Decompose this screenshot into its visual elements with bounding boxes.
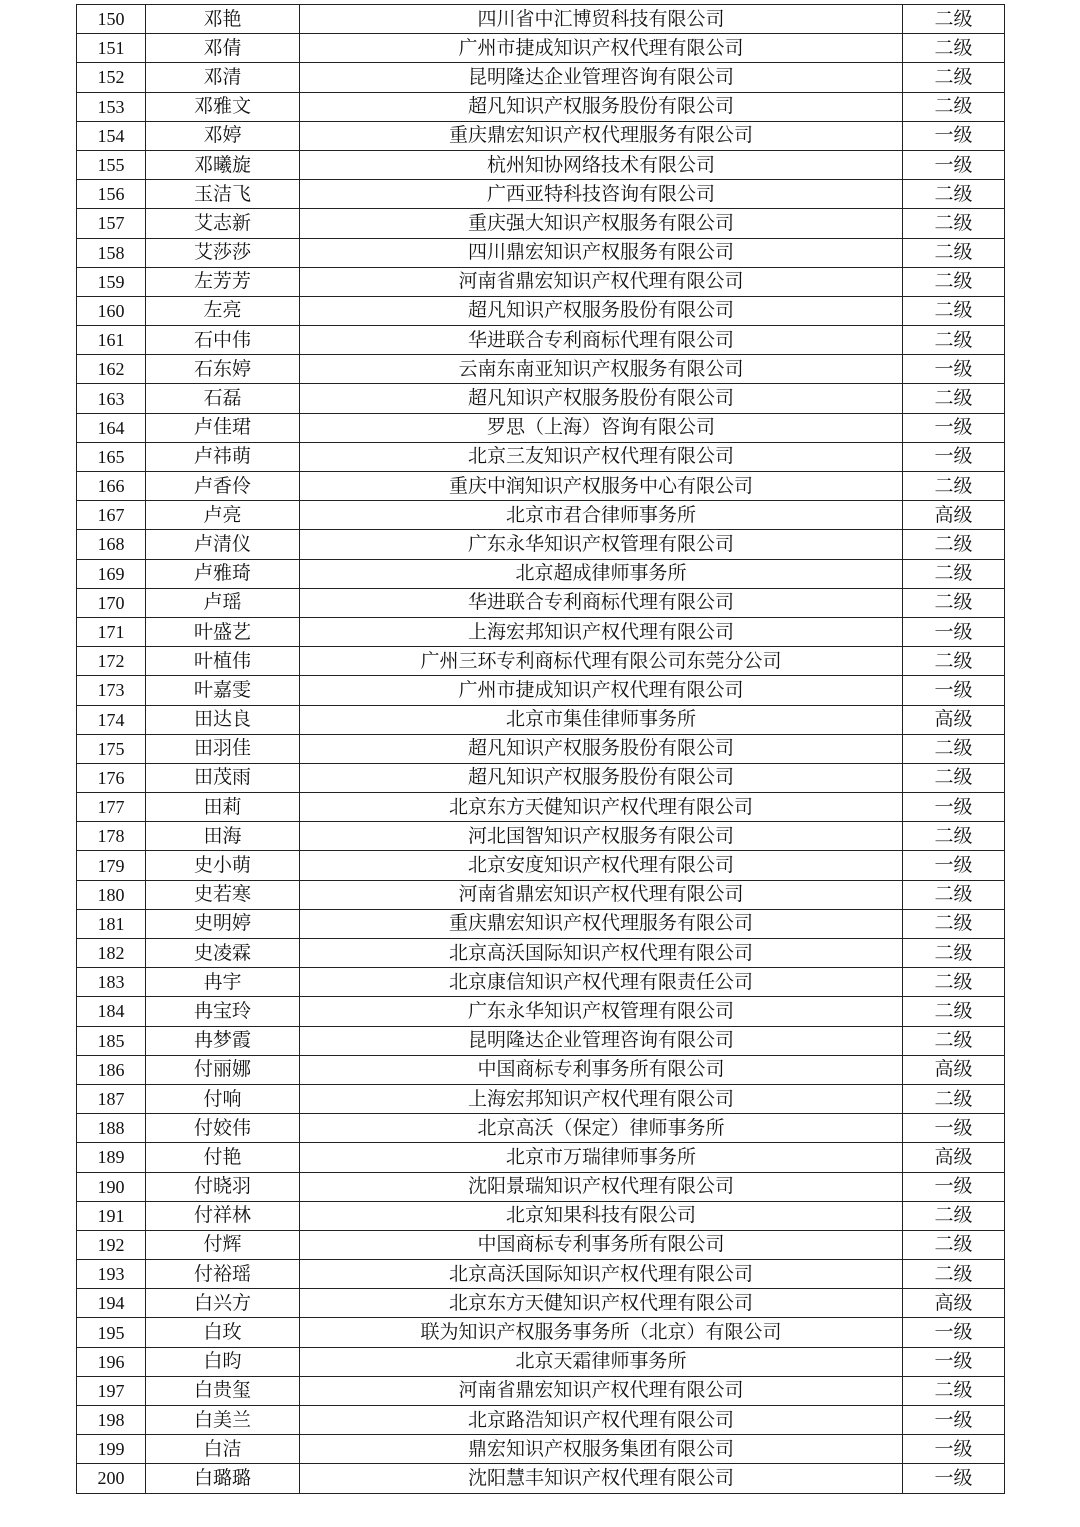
level-cell: 二级 — [903, 909, 1005, 938]
row-number-cell: 175 — [77, 734, 146, 763]
level-cell: 二级 — [903, 1084, 1005, 1113]
person-name-cell: 付丽娜 — [146, 1055, 300, 1084]
level-cell: 一级 — [903, 1406, 1005, 1435]
table-row — [77, 92, 1005, 121]
row-number-cell: 167 — [77, 501, 146, 530]
organization-cell: 云南东南亚知识产权服务有限公司 — [300, 355, 903, 384]
person-name-cell: 田莉 — [146, 793, 300, 822]
level-cell: 二级 — [903, 939, 1005, 968]
table-row — [77, 238, 1005, 267]
person-name-cell: 白兴方 — [146, 1289, 300, 1318]
organization-cell: 北京康信知识产权代理有限责任公司 — [300, 968, 903, 997]
organization-cell: 中国商标专利事务所有限公司 — [300, 1055, 903, 1084]
table-row — [77, 1230, 1005, 1259]
row-number-cell: 197 — [77, 1376, 146, 1405]
level-cell: 二级 — [903, 1230, 1005, 1259]
organization-cell: 超凡知识产权服务股份有限公司 — [300, 92, 903, 121]
level-cell: 二级 — [903, 880, 1005, 909]
organization-cell: 超凡知识产权服务股份有限公司 — [300, 763, 903, 792]
row-number-cell: 170 — [77, 588, 146, 617]
table-row — [77, 180, 1005, 209]
person-name-cell: 石东婷 — [146, 355, 300, 384]
table-row — [77, 1143, 1005, 1172]
row-number-cell: 164 — [77, 413, 146, 442]
table-row — [77, 705, 1005, 734]
person-name-cell: 邓婷 — [146, 121, 300, 150]
row-number-cell: 176 — [77, 763, 146, 792]
row-number-cell: 158 — [77, 238, 146, 267]
organization-cell: 北京安度知识产权代理有限公司 — [300, 851, 903, 880]
person-name-cell: 邓清 — [146, 63, 300, 92]
person-name-cell: 田海 — [146, 822, 300, 851]
organization-cell: 广州市捷成知识产权代理有限公司 — [300, 676, 903, 705]
person-name-cell: 白贵玺 — [146, 1376, 300, 1405]
level-cell: 二级 — [903, 92, 1005, 121]
table-row — [77, 413, 1005, 442]
row-number-cell: 173 — [77, 676, 146, 705]
row-number-cell: 185 — [77, 1026, 146, 1055]
person-name-cell: 白洁 — [146, 1435, 300, 1464]
organization-cell: 杭州知协网络技术有限公司 — [300, 150, 903, 179]
level-cell: 二级 — [903, 472, 1005, 501]
level-cell: 二级 — [903, 326, 1005, 355]
row-number-cell: 160 — [77, 296, 146, 325]
level-cell: 一级 — [903, 1464, 1005, 1493]
level-cell: 二级 — [903, 238, 1005, 267]
person-name-cell: 田茂雨 — [146, 763, 300, 792]
table-row — [77, 1055, 1005, 1084]
organization-cell: 广西亚特科技咨询有限公司 — [300, 180, 903, 209]
table-row — [77, 384, 1005, 413]
table-row — [77, 997, 1005, 1026]
organization-cell: 四川省中汇博贸科技有限公司 — [300, 5, 903, 34]
person-name-cell: 白美兰 — [146, 1406, 300, 1435]
person-name-cell: 卢香伶 — [146, 472, 300, 501]
table-row — [77, 1406, 1005, 1435]
organization-cell: 北京高沃（保定）律师事务所 — [300, 1114, 903, 1143]
person-name-cell: 石中伟 — [146, 326, 300, 355]
row-number-cell: 162 — [77, 355, 146, 384]
table-row — [77, 5, 1005, 34]
level-cell: 二级 — [903, 1376, 1005, 1405]
organization-cell: 昆明隆达企业管理咨询有限公司 — [300, 1026, 903, 1055]
person-name-cell: 白玫 — [146, 1318, 300, 1347]
organization-cell: 北京市集佳律师事务所 — [300, 705, 903, 734]
organization-cell: 河南省鼎宏知识产权代理有限公司 — [300, 880, 903, 909]
row-number-cell: 199 — [77, 1435, 146, 1464]
organization-cell: 重庆鼎宏知识产权代理服务有限公司 — [300, 909, 903, 938]
organization-cell: 北京超成律师事务所 — [300, 559, 903, 588]
table-row — [77, 617, 1005, 646]
level-cell: 一级 — [903, 1435, 1005, 1464]
level-cell: 二级 — [903, 530, 1005, 559]
table-row — [77, 1114, 1005, 1143]
organization-cell: 罗思（上海）咨询有限公司 — [300, 413, 903, 442]
organization-cell: 超凡知识产权服务股份有限公司 — [300, 296, 903, 325]
person-name-cell: 叶嘉雯 — [146, 676, 300, 705]
level-cell: 一级 — [903, 121, 1005, 150]
organization-cell: 北京知果科技有限公司 — [300, 1201, 903, 1230]
row-number-cell: 153 — [77, 92, 146, 121]
row-number-cell: 200 — [77, 1464, 146, 1493]
organization-cell: 联为知识产权服务事务所（北京）有限公司 — [300, 1318, 903, 1347]
table-row — [77, 1464, 1005, 1493]
table-row — [77, 296, 1005, 325]
level-cell: 二级 — [903, 763, 1005, 792]
level-cell: 一级 — [903, 793, 1005, 822]
table-row — [77, 1435, 1005, 1464]
row-number-cell: 182 — [77, 939, 146, 968]
person-name-cell: 邓雅文 — [146, 92, 300, 121]
level-cell: 二级 — [903, 997, 1005, 1026]
row-number-cell: 184 — [77, 997, 146, 1026]
table-row — [77, 851, 1005, 880]
person-name-cell: 卢清仪 — [146, 530, 300, 559]
person-name-cell: 付辉 — [146, 1230, 300, 1259]
row-number-cell: 163 — [77, 384, 146, 413]
table-row — [77, 647, 1005, 676]
level-cell: 一级 — [903, 676, 1005, 705]
person-name-cell: 付祥林 — [146, 1201, 300, 1230]
level-cell: 二级 — [903, 209, 1005, 238]
row-number-cell: 174 — [77, 705, 146, 734]
level-cell: 一级 — [903, 413, 1005, 442]
row-number-cell: 195 — [77, 1318, 146, 1347]
organization-cell: 北京市万瑞律师事务所 — [300, 1143, 903, 1172]
row-number-cell: 165 — [77, 442, 146, 471]
organization-cell: 河南省鼎宏知识产权代理有限公司 — [300, 1376, 903, 1405]
table-row — [77, 763, 1005, 792]
table-row — [77, 909, 1005, 938]
person-name-cell: 叶盛艺 — [146, 617, 300, 646]
organization-cell: 昆明隆达企业管理咨询有限公司 — [300, 63, 903, 92]
person-name-cell: 卢亮 — [146, 501, 300, 530]
organization-cell: 北京东方天健知识产权代理有限公司 — [300, 793, 903, 822]
row-number-cell: 151 — [77, 34, 146, 63]
person-name-cell: 艾志新 — [146, 209, 300, 238]
level-cell: 二级 — [903, 822, 1005, 851]
person-name-cell: 艾莎莎 — [146, 238, 300, 267]
table-row — [77, 734, 1005, 763]
table-row — [77, 1172, 1005, 1201]
row-number-cell: 159 — [77, 267, 146, 296]
person-name-cell: 付艳 — [146, 1143, 300, 1172]
level-cell: 一级 — [903, 1114, 1005, 1143]
table-row — [77, 676, 1005, 705]
table-row — [77, 1084, 1005, 1113]
row-number-cell: 177 — [77, 793, 146, 822]
table-row — [77, 267, 1005, 296]
row-number-cell: 152 — [77, 63, 146, 92]
level-cell: 一级 — [903, 1318, 1005, 1347]
person-name-cell: 左芳芳 — [146, 267, 300, 296]
level-cell: 二级 — [903, 267, 1005, 296]
organization-cell: 广东永华知识产权管理有限公司 — [300, 997, 903, 1026]
organization-cell: 华进联合专利商标代理有限公司 — [300, 326, 903, 355]
person-name-cell: 史明婷 — [146, 909, 300, 938]
level-cell: 高级 — [903, 1289, 1005, 1318]
organization-cell: 鼎宏知识产权服务集团有限公司 — [300, 1435, 903, 1464]
organization-cell: 上海宏邦知识产权代理有限公司 — [300, 1084, 903, 1113]
person-name-cell: 付响 — [146, 1084, 300, 1113]
organization-cell: 北京东方天健知识产权代理有限公司 — [300, 1289, 903, 1318]
table-row — [77, 121, 1005, 150]
row-number-cell: 187 — [77, 1084, 146, 1113]
row-number-cell: 189 — [77, 1143, 146, 1172]
level-cell: 二级 — [903, 180, 1005, 209]
level-cell: 一级 — [903, 617, 1005, 646]
level-cell: 一级 — [903, 442, 1005, 471]
row-number-cell: 196 — [77, 1347, 146, 1376]
person-name-cell: 付晓羽 — [146, 1172, 300, 1201]
organization-cell: 广州市捷成知识产权代理有限公司 — [300, 34, 903, 63]
table-row — [77, 880, 1005, 909]
level-cell: 高级 — [903, 1055, 1005, 1084]
organization-cell: 北京路浩知识产权代理有限公司 — [300, 1406, 903, 1435]
table-row — [77, 472, 1005, 501]
table-row — [77, 588, 1005, 617]
organization-cell: 北京高沃国际知识产权代理有限公司 — [300, 939, 903, 968]
person-name-cell: 史若寒 — [146, 880, 300, 909]
table-row — [77, 822, 1005, 851]
row-number-cell: 180 — [77, 880, 146, 909]
table-row — [77, 501, 1005, 530]
person-name-cell: 田达良 — [146, 705, 300, 734]
person-name-cell: 史凌霖 — [146, 939, 300, 968]
person-name-cell: 付姣伟 — [146, 1114, 300, 1143]
person-name-cell: 左亮 — [146, 296, 300, 325]
table-row — [77, 355, 1005, 384]
row-number-cell: 192 — [77, 1230, 146, 1259]
person-name-cell: 邓倩 — [146, 34, 300, 63]
level-cell: 高级 — [903, 705, 1005, 734]
organization-cell: 中国商标专利事务所有限公司 — [300, 1230, 903, 1259]
organization-cell: 超凡知识产权服务股份有限公司 — [300, 384, 903, 413]
organization-cell: 沈阳慧丰知识产权代理有限公司 — [300, 1464, 903, 1493]
organization-cell: 北京三友知识产权代理有限公司 — [300, 442, 903, 471]
person-name-cell: 田羽佳 — [146, 734, 300, 763]
level-cell: 二级 — [903, 296, 1005, 325]
table-row — [77, 968, 1005, 997]
roster-table-container — [76, 4, 1004, 1494]
person-name-cell: 冉宝玲 — [146, 997, 300, 1026]
person-name-cell: 史小萌 — [146, 851, 300, 880]
level-cell: 二级 — [903, 5, 1005, 34]
table-row — [77, 63, 1005, 92]
level-cell: 二级 — [903, 968, 1005, 997]
organization-cell: 华进联合专利商标代理有限公司 — [300, 588, 903, 617]
organization-cell: 重庆强大知识产权服务有限公司 — [300, 209, 903, 238]
person-name-cell: 卢佳珺 — [146, 413, 300, 442]
person-name-cell: 邓艳 — [146, 5, 300, 34]
organization-cell: 超凡知识产权服务股份有限公司 — [300, 734, 903, 763]
table-row — [77, 1376, 1005, 1405]
table-row — [77, 1026, 1005, 1055]
table-row — [77, 939, 1005, 968]
table-row — [77, 34, 1005, 63]
person-name-cell: 冉梦霞 — [146, 1026, 300, 1055]
organization-cell: 重庆鼎宏知识产权代理服务有限公司 — [300, 121, 903, 150]
person-name-cell: 石磊 — [146, 384, 300, 413]
row-number-cell: 171 — [77, 617, 146, 646]
person-name-cell: 卢雅琦 — [146, 559, 300, 588]
organization-cell: 北京高沃国际知识产权代理有限公司 — [300, 1260, 903, 1289]
organization-cell: 北京天霜律师事务所 — [300, 1347, 903, 1376]
row-number-cell: 179 — [77, 851, 146, 880]
organization-cell: 沈阳景瑞知识产权代理有限公司 — [300, 1172, 903, 1201]
level-cell: 高级 — [903, 1143, 1005, 1172]
row-number-cell: 169 — [77, 559, 146, 588]
person-name-cell: 叶植伟 — [146, 647, 300, 676]
row-number-cell: 161 — [77, 326, 146, 355]
level-cell: 二级 — [903, 588, 1005, 617]
organization-cell: 河北国智知识产权服务有限公司 — [300, 822, 903, 851]
level-cell: 二级 — [903, 1260, 1005, 1289]
row-number-cell: 154 — [77, 121, 146, 150]
person-name-cell: 白璐璐 — [146, 1464, 300, 1493]
level-cell: 高级 — [903, 501, 1005, 530]
row-number-cell: 181 — [77, 909, 146, 938]
organization-cell: 四川鼎宏知识产权服务有限公司 — [300, 238, 903, 267]
level-cell: 二级 — [903, 647, 1005, 676]
row-number-cell: 166 — [77, 472, 146, 501]
level-cell: 一级 — [903, 851, 1005, 880]
table-row — [77, 1260, 1005, 1289]
organization-cell: 河南省鼎宏知识产权代理有限公司 — [300, 267, 903, 296]
row-number-cell: 178 — [77, 822, 146, 851]
row-number-cell: 168 — [77, 530, 146, 559]
row-number-cell: 155 — [77, 150, 146, 179]
person-name-cell: 卢祎萌 — [146, 442, 300, 471]
table-row — [77, 209, 1005, 238]
roster-table-body — [77, 5, 1005, 1494]
table-row — [77, 442, 1005, 471]
person-name-cell: 冉宇 — [146, 968, 300, 997]
person-name-cell: 玉洁飞 — [146, 180, 300, 209]
row-number-cell: 150 — [77, 5, 146, 34]
row-number-cell: 191 — [77, 1201, 146, 1230]
row-number-cell: 172 — [77, 647, 146, 676]
organization-cell: 广州三环专利商标代理有限公司东莞分公司 — [300, 647, 903, 676]
table-row — [77, 1347, 1005, 1376]
level-cell: 二级 — [903, 34, 1005, 63]
row-number-cell: 193 — [77, 1260, 146, 1289]
level-cell: 一级 — [903, 1172, 1005, 1201]
row-number-cell: 198 — [77, 1406, 146, 1435]
table-row — [77, 530, 1005, 559]
level-cell: 二级 — [903, 1026, 1005, 1055]
row-number-cell: 183 — [77, 968, 146, 997]
table-row — [77, 559, 1005, 588]
table-row — [77, 793, 1005, 822]
person-name-cell: 卢瑶 — [146, 588, 300, 617]
level-cell: 一级 — [903, 150, 1005, 179]
organization-cell: 重庆中润知识产权服务中心有限公司 — [300, 472, 903, 501]
row-number-cell: 157 — [77, 209, 146, 238]
level-cell: 一级 — [903, 355, 1005, 384]
row-number-cell: 186 — [77, 1055, 146, 1084]
row-number-cell: 190 — [77, 1172, 146, 1201]
person-name-cell: 白昀 — [146, 1347, 300, 1376]
level-cell: 二级 — [903, 559, 1005, 588]
table-row — [77, 1289, 1005, 1318]
level-cell: 二级 — [903, 384, 1005, 413]
table-row — [77, 1318, 1005, 1347]
organization-cell: 北京市君合律师事务所 — [300, 501, 903, 530]
organization-cell: 广东永华知识产权管理有限公司 — [300, 530, 903, 559]
level-cell: 二级 — [903, 63, 1005, 92]
roster-table — [76, 4, 1005, 1494]
organization-cell: 上海宏邦知识产权代理有限公司 — [300, 617, 903, 646]
table-row — [77, 326, 1005, 355]
person-name-cell: 付裕瑶 — [146, 1260, 300, 1289]
row-number-cell: 194 — [77, 1289, 146, 1318]
table-row — [77, 1201, 1005, 1230]
table-row — [77, 150, 1005, 179]
level-cell: 一级 — [903, 1347, 1005, 1376]
level-cell: 二级 — [903, 1201, 1005, 1230]
person-name-cell: 邓曦旋 — [146, 150, 300, 179]
row-number-cell: 156 — [77, 180, 146, 209]
level-cell: 二级 — [903, 734, 1005, 763]
row-number-cell: 188 — [77, 1114, 146, 1143]
